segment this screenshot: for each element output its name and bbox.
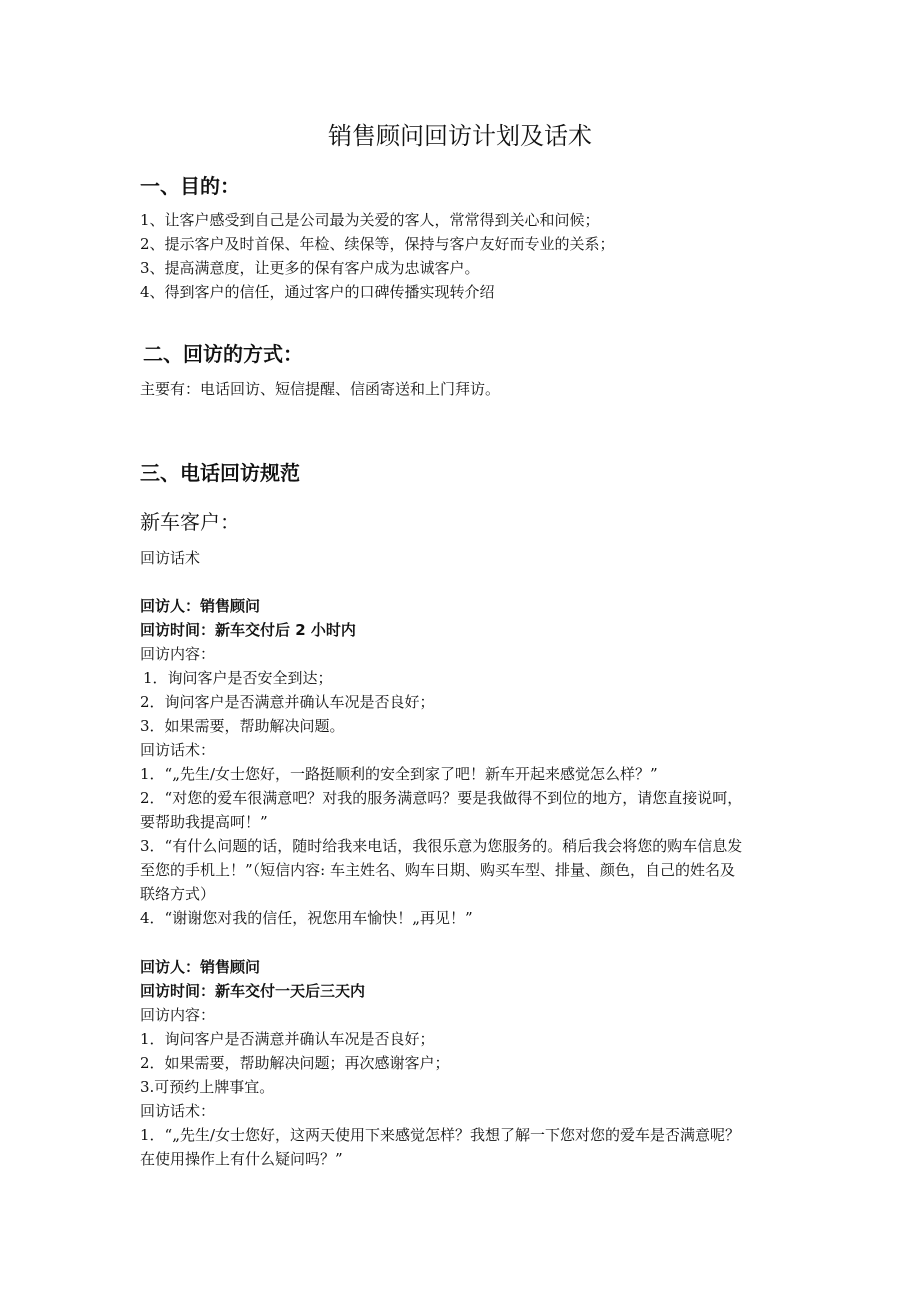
- block-1-content-label: 回访内容：: [140, 645, 216, 663]
- purpose-item-4: 4、得到客户的信任，通过客户的口碑传播实现转介绍: [140, 283, 495, 301]
- method-text: 主要有：电话回访、短信提醒、信函寄送和上门拜访。: [140, 380, 501, 398]
- block-1-script-line: 要帮助我提高呵！”: [140, 813, 268, 831]
- block-2-content-item: 2．如果需要，帮助解决问题；再次感谢客户；: [140, 1054, 450, 1072]
- purpose-item-3: 3、提高满意度，让更多的保有客户成为忠诚客户。: [140, 259, 480, 277]
- script-label: 回访话术: [140, 549, 201, 567]
- block-2-content-item: 3.可预约上牌事宜。: [140, 1078, 275, 1096]
- block-1-content-item: 2．询问客户是否满意并确认车况是否良好；: [140, 693, 435, 711]
- new-car-customer-heading: 新车客户：: [140, 510, 240, 534]
- document-title: 销售顾问回访计划及话术: [328, 122, 592, 150]
- block-2-person: 回访人：销售顾问: [140, 958, 261, 976]
- block-2-script-line: 在使用操作上有什么疑问吗？”: [140, 1150, 343, 1168]
- block-2-content-label: 回访内容：: [140, 1006, 216, 1024]
- block-1-script-label: 回访话术：: [140, 741, 216, 759]
- block-1-script-line: 1．“„先生/女士您好，一路挺顺利的安全到家了吧！新车开起来感觉怎么样？”: [140, 765, 658, 783]
- block-1-script-line: 4．“谢谢您对我的信任，祝您用车愉快！„再见！”: [140, 909, 473, 927]
- block-1-content-item: 1．询问客户是否安全到达；: [143, 669, 333, 687]
- block-1-script-line: 至您的手机上！”（短信内容: 车主姓名、购车日期、购买车型、排量、颜色，自己的姓名及: [140, 861, 735, 879]
- block-1-script-line: 联络方式）: [140, 885, 216, 903]
- block-1-person: 回访人：销售顾问: [140, 597, 261, 615]
- purpose-item-1: 1、让客户感受到自己是公司最为关爱的客人，常常得到关心和问候；: [140, 211, 600, 229]
- block-2-script-line: 1．“„先生/女士您好，这两天使用下来感觉怎样？我想了解一下您对您的爱车是否满意呢？: [140, 1126, 741, 1144]
- block-2-content-item: 1．询问客户是否满意并确认车况是否良好；: [140, 1030, 435, 1048]
- block-2-time: 回访时间：新车交付一天后三天内: [140, 982, 366, 1000]
- section-3-heading: 三、电话回访规范: [140, 461, 300, 485]
- section-2-heading: 二、回访的方式：: [143, 342, 303, 366]
- purpose-item-2: 2、提示客户及时首保、年检、续保等，保持与客户友好而专业的关系；: [140, 235, 615, 253]
- block-1-time: 回访时间：新车交付后 2 小时内: [140, 621, 356, 639]
- block-1-content-item: 3．如果需要，帮助解决问题。: [140, 717, 345, 735]
- block-1-script-line: 2．“对您的爱车很满意吧？对我的服务满意吗？要是我做得不到位的地方，请您直接说呵，: [140, 789, 743, 807]
- block-1-script-line: 3．“有什么问题的话，随时给我来电话，我很乐意为您服务的。稍后我会将您的购车信息发: [140, 837, 743, 855]
- section-1-heading: 一、目的：: [140, 174, 240, 198]
- block-2-script-label: 回访话术：: [140, 1102, 216, 1120]
